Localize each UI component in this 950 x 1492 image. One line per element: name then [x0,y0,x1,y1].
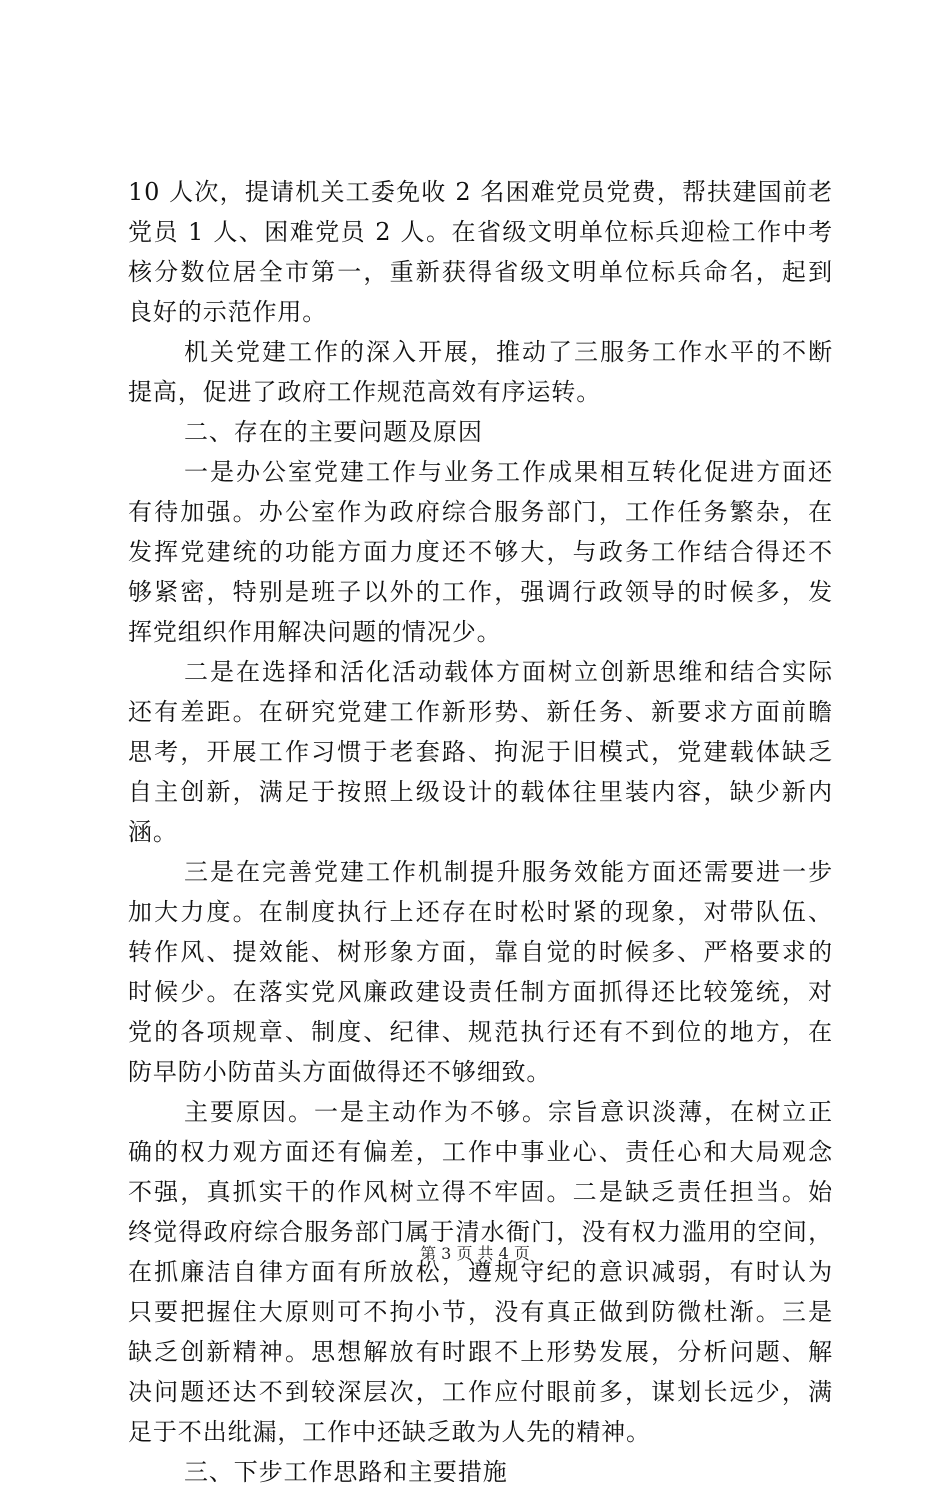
section-heading: 二、存在的主要问题及原因 [184,418,483,446]
page-number-footer: 第 3 页 共 4 页 [420,1244,530,1263]
text-line: 提高，促进了政府工作规范高效有序运转。 [128,378,602,406]
text-line: 思考，开展工作习惯于老套路、拘泥于旧模式，党建载体缺乏 [128,738,833,766]
paragraph-first-line: 主要原因。一是主动作为不够。宗旨意识淡薄，在树立正 [184,1098,833,1126]
text-line: 足于不出纰漏，工作中还缺乏敢为人先的精神。 [128,1418,651,1446]
text-line: 良好的示范作用。 [128,298,328,326]
text-line: 决问题还达不到较深层次，工作应付眼前多，谋划长远少，满 [128,1378,833,1406]
text-line: 还有差距。在研究党建工作新形势、新任务、新要求方面前瞻 [128,698,833,726]
text-line: 加大力度。在制度执行上还存在时松时紧的现象，对带队伍、 [128,898,833,926]
paragraph-first-line: 三是在完善党建工作机制提升服务效能方面还需要进一步 [184,858,833,886]
text-line: 有待加强。办公室作为政府综合服务部门，工作任务繁杂，在 [128,498,833,526]
text-line: 党的各项规章、制度、纪律、规范执行还有不到位的地方，在 [128,1018,833,1046]
text-line: 缺乏创新精神。思想解放有时跟不上形势发展，分析问题、解 [128,1338,833,1366]
text-line: 只要把握住大原则可不拘小节，没有真正做到防微杜渐。三是 [128,1298,833,1326]
text-line: 终觉得政府综合服务部门属于清水衙门，没有权力滥用的空间， [128,1218,833,1246]
section-heading: 三、下步工作思路和主要措施 [184,1458,508,1486]
text-line: 核分数位居全市第一，重新获得省级文明单位标兵命名，起到 [128,258,833,286]
text-line: 党员 1 人、困难党员 2 人。在省级文明单位标兵迎检工作中考 [128,218,833,246]
paragraph-first-line: 一是办公室党建工作与业务工作成果相互转化促进方面还 [184,458,833,486]
text-line: 自主创新，满足于按照上级设计的载体往里装内容，缺少新内 [128,778,833,806]
text-line: 确的权力观方面还有偏差，工作中事业心、责任心和大局观念 [128,1138,833,1166]
text-line: 够紧密，特别是班子以外的工作，强调行政领导的时候多，发 [128,578,833,606]
text-line: 涵。 [128,818,178,846]
text-line: 10 人次，提请机关工委免收 2 名困难党员党费，帮扶建国前老 [128,178,833,206]
paragraph-first-line: 机关党建工作的深入开展，推动了三服务工作水平的不断 [184,338,833,366]
paragraph-first-line: 二是在选择和活化活动载体方面树立创新思维和结合实际 [184,658,833,686]
text-line: 挥党组织作用解决问题的情况少。 [128,618,502,646]
text-line: 时候少。在落实党风廉政建设责任制方面抓得还比较笼统，对 [128,978,833,1006]
body-text [128,172,833,1492]
text-line: 防早防小防苗头方面做得还不够细致。 [128,1058,552,1086]
text-line: 在抓廉洁自律方面有所放松，遵规守纪的意识减弱，有时认为 [128,1258,833,1286]
text-line: 转作风、提效能、树形象方面，靠自觉的时候多、严格要求的 [128,938,833,966]
text-line: 不强，真抓实干的作风树立得不牢固。二是缺乏责任担当。始 [128,1178,833,1206]
text-line: 发挥党建统的功能方面力度还不够大，与政务工作结合得还不 [128,538,833,566]
